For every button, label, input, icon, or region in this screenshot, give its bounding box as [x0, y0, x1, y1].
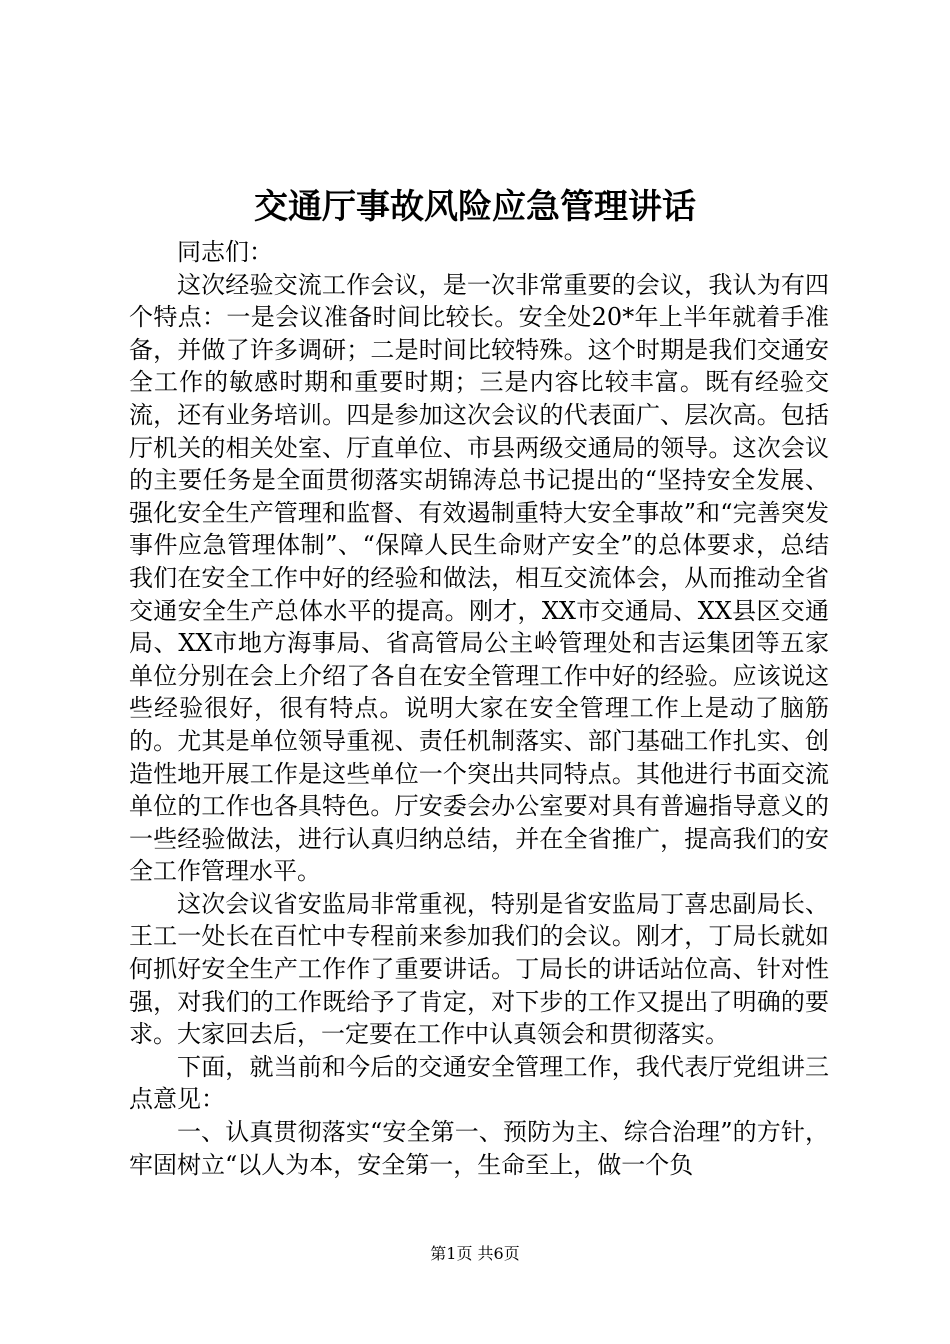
paragraph-salutation: 同志们： — [177, 238, 273, 266]
paragraph-2: 这次会议省安监局非常重视，特别是省安监局丁喜忠副局长、王工一处长在百忙中专程前来参加我们的会议。刚才，丁局长就如何抓好安全生产工作作了重要讲话。丁局长的讲话站位高、针对性强，对我们的工作既给予了肯定，对下步的工作又提出了明确的要求。大家回去后，一定要在工作中认真领会和贯彻落实。 — [129, 889, 829, 1049]
page-number-footer: 第1页 共6页 — [430, 1244, 520, 1263]
document-title: 交通厅事故风险应急管理讲话 — [254, 187, 696, 227]
document-body — [129, 236, 829, 1181]
paragraph-4: 一、认真贯彻落实“安全第一、预防为主、综合治理”的方针，牢固树立“以人为本，安全第一，生命至上，做一个负 — [129, 1118, 829, 1179]
paragraph-1: 这次经验交流工作会议，是一次非常重要的会议，我认为有四个特点：一是会议准备时间比较长。安全处20*年上半年就着手准备，并做了许多调研；二是时间比较特殊。这个时期是我们交通安全工作的敏感时期和重要时期；三是内容比较丰富。既有经验交流，还有业务培训。四是参加这次会议的代表面广、层次高。包括厅机关的相关处室、厅直单位、市县两级交通局的领导。这次会议的主要任务是全面贯彻落实胡锦涛总书记提出的“坚持安全发展、强化安全生产管理和监督、有效遏制重特大安全事故”和“完善突发事件应急管理体制”、“保障人民生命财产安全”的总体要求，总结我们在安全工作中好的经验和做法，相互交流体会，从而推动全省交通安全生产总体水平的提高。刚才，XX市交通局、XX县区交通局、XX市地方海事局、省高管局公主岭管理处和吉运集团等五家单位分别在会上介绍了各自在安全管理工作中好的经验。应该说这些经验很好，很有特点。说明大家在安全管理工作上是动了脑筋的。尤其是单位领导重视、责任机制落实、部门基础工作扎实、创造性地开展工作是这些单位一个突出共同特点。其他进行书面交流单位的工作也各具特色。厅安委会办公室要对具有普遍指导意义的一些经验做法，进行认真归纳总结，并在全省推广，提高我们的安全工作管理水平。 — [129, 270, 829, 886]
paragraph-3: 下面，就当前和今后的交通安全管理工作，我代表厅党组讲三点意见： — [129, 1052, 829, 1114]
